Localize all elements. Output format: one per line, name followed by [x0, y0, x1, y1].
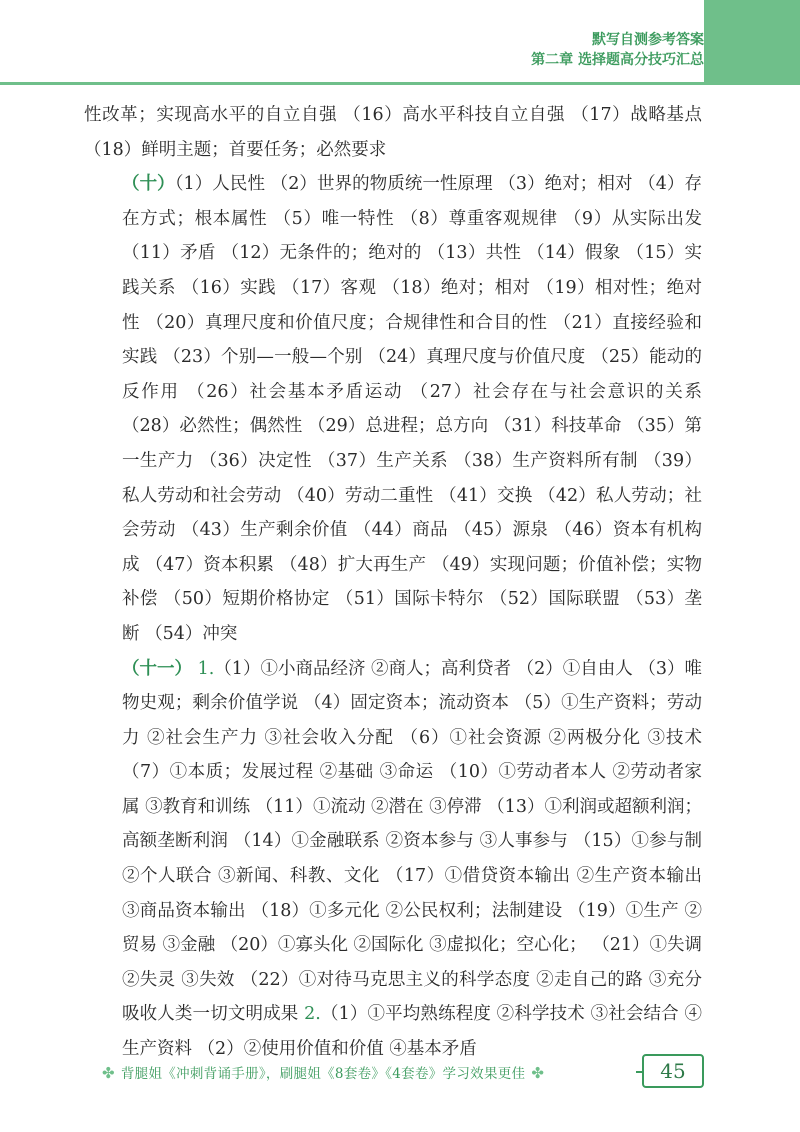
paragraph-text: （1）①小商品经济 ②商人；高利贷者 （2）①自由人 （3）唯物史观；剩余价值学说 （4）固定资本；流动资本 （5）①生产资料；劳动力 ②社会生产力 ③社会收入分配 （6）①社会资源 ②两极分化 ③技术 （7）①本质；发展过程 ②基础 ③命运 （10）①劳动者本人 ②劳动者家属 ③教育和训练 （11）①流动 ②潜在 ③停滞 （13）①利润或超额利润；高额垄断利润 （14）①金融联系 ②资本参与 ③人事参与 （15）①参与制 ②个人联合 ③新闻、科教、文化 （17）①借贷资本输出 ②生产资本输出 ③商品资本输出 （18）①多元化 ②公民权利；法制建设 （19）①生产 ②贸易 ③金融 （20）①寡头化 ②国际化 ③虚拟化；空心化； （21）①失调 ②失灵 ③失效 （22）①对待马克思主义的科学态度 ②走自己的路 ③充分吸收人类一切文明成果 — [122, 658, 702, 1025]
header-title: 默写自测参考答案 — [592, 32, 704, 48]
paragraph-continuation — [84, 98, 702, 167]
header-tab-decoration — [704, 0, 800, 85]
paragraph-text: （1）人民性 （2）世界的物质统一性原理 （3）绝对；相对 （4）存在方式；根本属性 （5）唯一特性 （8）尊重客观规律 （9）从实际出发 （11）矛盾 （12）无条件的；绝对的 （13）共性 （14）假象 （15）实践关系 （16）实践 （17）客观 （18）绝对；相对 （19）相对性；绝对性 （20）真理尺度和价值尺度；合规律性和合目的性 （21）直接经验和实践 （23）个别—一般—个别 （24）真理尺度与价值尺度 （25）能动的反作用 （26）社会基本矛盾运动 （27）社会存在与社会意识的关系 （28）必然性；偶然性 （29）总进程；总方向 （31）科技革命 （35）第一生产力 （36）决定性 （37）生产关系 （38）生产资料所有制 （39）私人劳动和社会劳动 （40）劳动二重性 （41）交换 （42）私人劳动；社会劳动 （43）生产剩余价值 （44）商品 （45）源泉 （46）资本有机构成 （47）资本积累 （48）扩大再生产 （49）实现问题；价值补偿；实物补偿 （50）短期价格协定 （51）国际卡特尔 （52）国际联盟 （53）垄断 （54）冲突 — [122, 174, 702, 644]
footer-text-line — [96, 1062, 550, 1082]
paragraph-text: 性改革；实现高水平的自立自强 （16）高水平科技自立自强 （17）战略基点 （18）鲜明主题；首要任务；必然要求 — [84, 105, 702, 160]
header-subtitle: 第二章 选择题高分技巧汇总 — [531, 52, 704, 68]
section-marker: （十一） — [122, 658, 193, 679]
clover-icon: ✤ — [531, 1064, 545, 1082]
item-number: 1. — [197, 658, 215, 679]
paragraph-section-11 — [84, 652, 702, 1067]
page-footer — [96, 1054, 704, 1094]
paragraph-text: （1）①平均熟练程度 ②科学技术 ③社会结合 ④生产资料 （2）②使用价值和价值 ④基本矛盾 — [122, 1004, 702, 1060]
paragraph-section-10 — [84, 167, 702, 651]
page-header — [531, 30, 704, 70]
header-rule — [0, 82, 704, 85]
item-number: 2. — [304, 1004, 321, 1025]
clover-icon: ✤ — [102, 1064, 115, 1082]
footer-promo-text: 背腿姐《冲刺背诵手册》，刷腿姐《8套卷》《4套卷》学习效果更佳 — [120, 1066, 526, 1082]
page-number: 45 — [642, 1054, 704, 1088]
section-marker: （十） — [122, 174, 175, 195]
answer-content — [84, 98, 702, 1067]
